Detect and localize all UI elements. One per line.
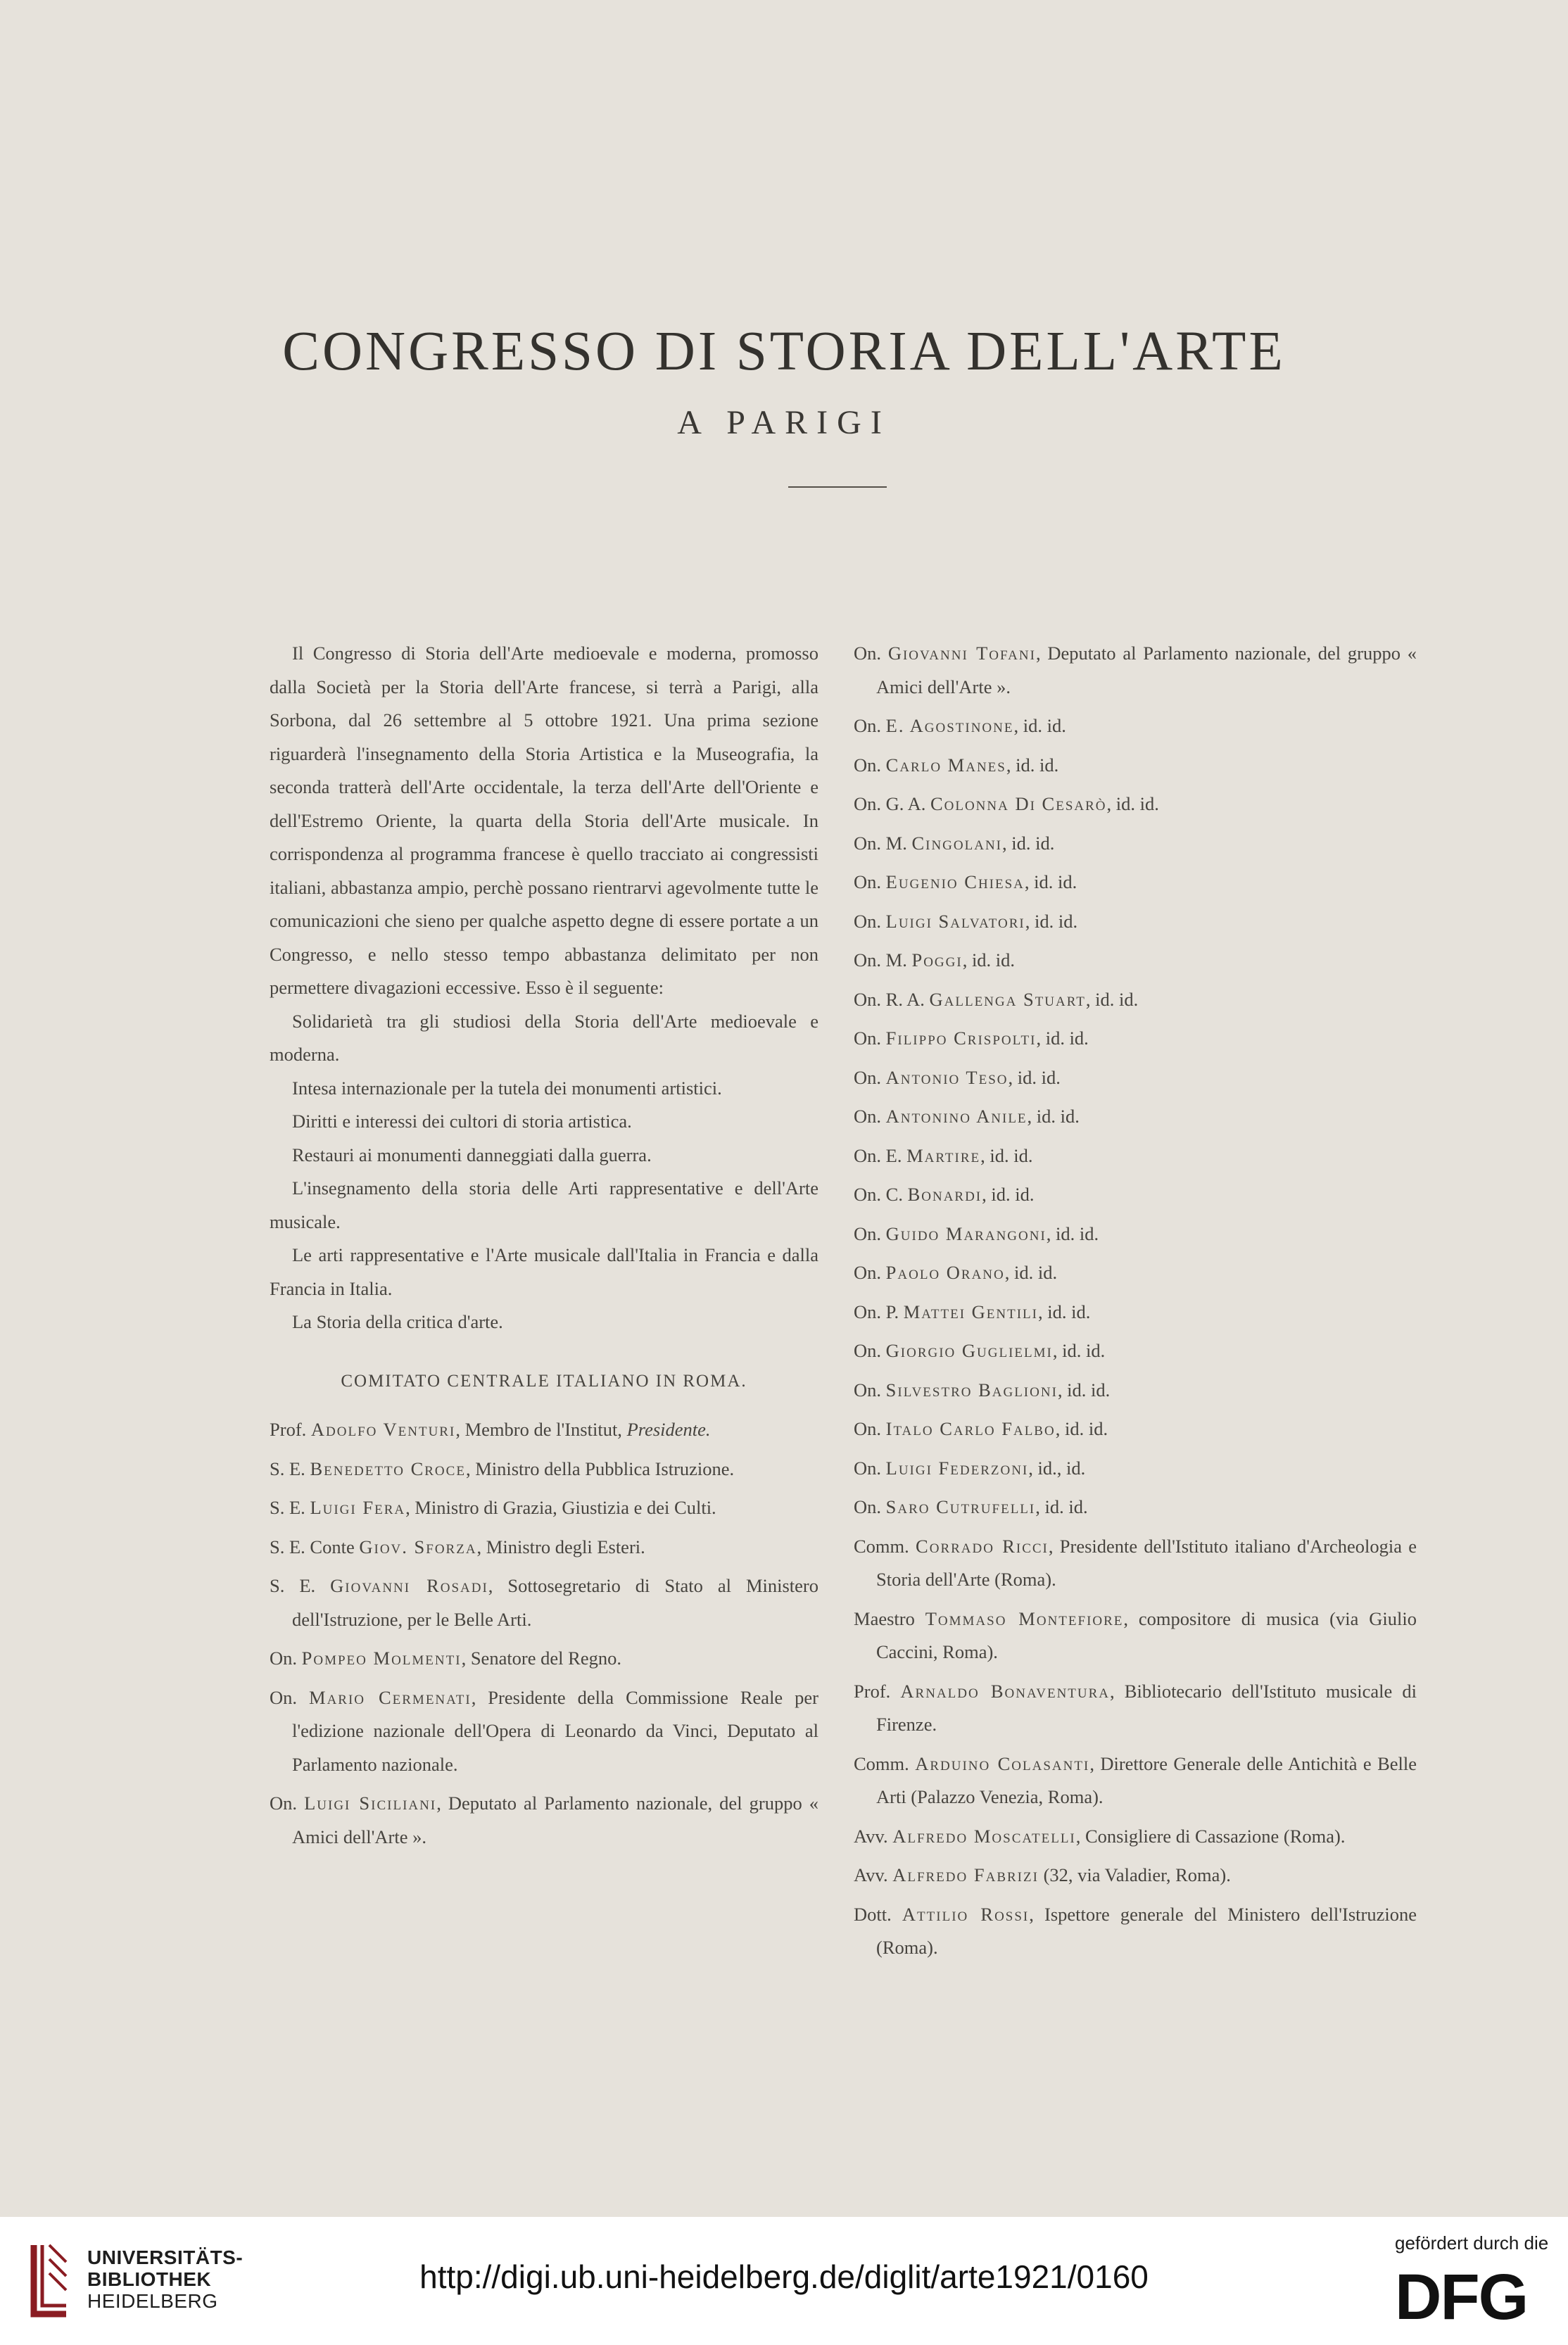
committee-member: On. Carlo Manes, id. id. — [854, 754, 1059, 776]
committee-member: On. Pompeo Molmenti, Senatore del Regno. — [270, 1648, 621, 1669]
program-item: Le arti rappresentative e l'Arte musicale dall'Italia in Francia e dalla Francia in Italia. — [270, 1244, 818, 1299]
committee-member: On. G. A. Colonna Di Cesarò, id. id. — [854, 793, 1159, 814]
committee-member: On. P. Mattei Gentili, id. id. — [854, 1301, 1091, 1322]
committee-member: On. E. Martire, id. id. — [854, 1144, 1033, 1166]
committee-member: Maestro Tommaso Montefiore, compositore di musica (via Giulio Caccini, Roma). — [854, 1607, 1417, 1662]
committee-members-left — [270, 1453, 818, 1854]
program-item: Diritti e interessi dei cultori di storia artistica. — [292, 1111, 632, 1132]
committee-member: S. E. Conte Giov. Sforza, Ministro degli Esteri. — [270, 1536, 645, 1557]
committee-member: Comm. Arduino Colasanti, Direttore Generale delle Antichità e Belle Arti (Palazzo Venezia, Roma). — [854, 1752, 1417, 1807]
other-members-list — [854, 1530, 1417, 1965]
committee-member: Prof. Arnaldo Bonaventura, Bibliotecario dell'Istituto musicale di Firenze. — [854, 1680, 1417, 1735]
committee-member: On. Guido Marangoni, id. id. — [854, 1222, 1099, 1244]
program-item: Intesa internazionale per la tutela dei monumenti artistici. — [292, 1077, 722, 1099]
committee-member: Avv. Alfredo Moscatelli, Consigliere di Cassazione (Roma). — [854, 1825, 1346, 1847]
committee-member: On. Saro Cutrufelli, id. id. — [854, 1496, 1088, 1517]
committee-member: On. Filippo Crispolti, id. id. — [854, 1028, 1089, 1049]
digitization-footer — [0, 2217, 1568, 2345]
dfg-logo: DFG — [1395, 2261, 1528, 2333]
committee-member: On. Silvestro Baglioni, id. id. — [854, 1379, 1111, 1401]
page-title: CONGRESSO DI STORIA DELL'ARTE — [282, 321, 1286, 382]
president-entry: Prof. Adolfo Venturi, Membro de l'Institut, Presidente. — [270, 1419, 711, 1440]
committee-member: Dott. Attilio Rossi, Ispettore generale del Ministero dell'Istruzione (Roma). — [854, 1903, 1417, 1958]
intro-paragraph: Il Congresso di Storia dell'Arte medioevale e moderna, promosso dalla Società per la Storia dell'Arte francese, si terrà a Parigi, alla Sorbona, dal 26 settembre al 5 ottobre 1921. Una prima sezione riguarderà l'insegnamento della Storia Artistica e la Museografia, la seconda tratterà dell'Arte occidentale, la terza dell'Arte dell'Oriente e dell'Estremo Oriente, la quarta della Storia dell'Arte musicale. In corrispondenza al programma francese è quello tracciato ai congressisti italiani, abbastanza ampio, perchè possano rientrarvi agevolmente tutte le comunicazioni che sieno per qualche aspetto degne di essere portate a un Congresso, e nello stesso tempo abbastanza delimitato per non permettere divagazioni eccessive. Esso è il seguente: — [270, 643, 818, 998]
committee-member: On. E. Agostinone, id. id. — [854, 715, 1066, 736]
right-column — [854, 637, 1417, 1971]
committee-member: On. Antonio Teso, id. id. — [854, 1066, 1061, 1088]
title-divider — [788, 486, 887, 488]
committee-member: On. C. Bonardi, id. id. — [854, 1184, 1035, 1205]
left-column — [270, 637, 818, 1859]
committee-member: On. Giorgio Guglielmi, id. id. — [854, 1340, 1106, 1361]
committee-member: On. Luigi Federzoni, id., id. — [854, 1457, 1086, 1479]
committee-member: On. Mario Cermenati, Presidente della Commissione Reale per l'edizione nazionale dell'Opera di Leonardo da Vinci, Deputato al Parlamento nazionale. — [270, 1686, 819, 1775]
committee-member: On. M. Poggi, id. id. — [854, 949, 1016, 971]
member-entry: On. Giovanni Tofani, Deputato al Parlamento nazionale, del gruppo « Amici dell'Arte ». — [854, 643, 1417, 697]
committee-member: S. E. Benedetto Croce, Ministro della Pubblica Istruzione. — [270, 1458, 735, 1479]
committee-member: S. E. Luigi Fera, Ministro di Grazia, Giustizia e dei Culti. — [270, 1497, 716, 1518]
committee-member: On. Eugenio Chiesa, id. id. — [854, 871, 1077, 892]
program-list — [270, 1005, 818, 1339]
committee-member: S. E. Giovanni Rosadi, Sottosegretario di Stato al Ministero dell'Istruzione, per le Belle Arti. — [270, 1575, 818, 1630]
page-subtitle: A PARIGI — [677, 404, 891, 441]
deputies-list — [854, 709, 1417, 1524]
committee-member: On. Luigi Siciliani, Deputato al Parlamento nazionale, del gruppo « Amici dell'Arte ». — [270, 1793, 818, 1847]
program-item: Restauri ai monumenti danneggiati dalla guerra. — [292, 1144, 652, 1165]
committee-member: On. Antonino Anile, id. id. — [854, 1106, 1080, 1127]
committee-member: On. Italo Carlo Falbo, id. id. — [854, 1418, 1108, 1439]
committee-member: On. R. A. Gallenga Stuart, id. id. — [854, 988, 1139, 1010]
committee-member: On. Paolo Orano, id. id. — [854, 1262, 1058, 1283]
committee-heading: COMITATO CENTRALE ITALIANO IN ROMA. — [341, 1371, 747, 1391]
committee-member: Avv. Alfredo Fabrizi (32, via Valadier, Roma). — [854, 1864, 1231, 1885]
permalink-url[interactable]: http://digi.ub.uni-heidelberg.de/diglit/arte1921/0160 — [419, 2258, 1149, 2295]
committee-member: On. Luigi Salvatori, id. id. — [854, 910, 1078, 932]
program-item: La Storia della critica d'arte. — [292, 1311, 503, 1332]
committee-member: Comm. Corrado Ricci, Presidente dell'Istituto italiano d'Archeologia e Storia dell'Arte (Roma). — [854, 1535, 1417, 1590]
committee-member: On. M. Cingolani, id. id. — [854, 832, 1055, 854]
funder-label: gefördert durch die — [1395, 2232, 1549, 2254]
university-library-name: UNIVERSITÄTS- BIBLIOTHEK HEIDELBERG — [87, 2246, 244, 2312]
program-item: L'insegnamento della storia delle Arti rappresentative e dell'Arte musicale. — [270, 1177, 818, 1232]
program-item: Solidarietà tra gli studiosi della Storia dell'Arte medioevale e moderna. — [270, 1010, 818, 1065]
